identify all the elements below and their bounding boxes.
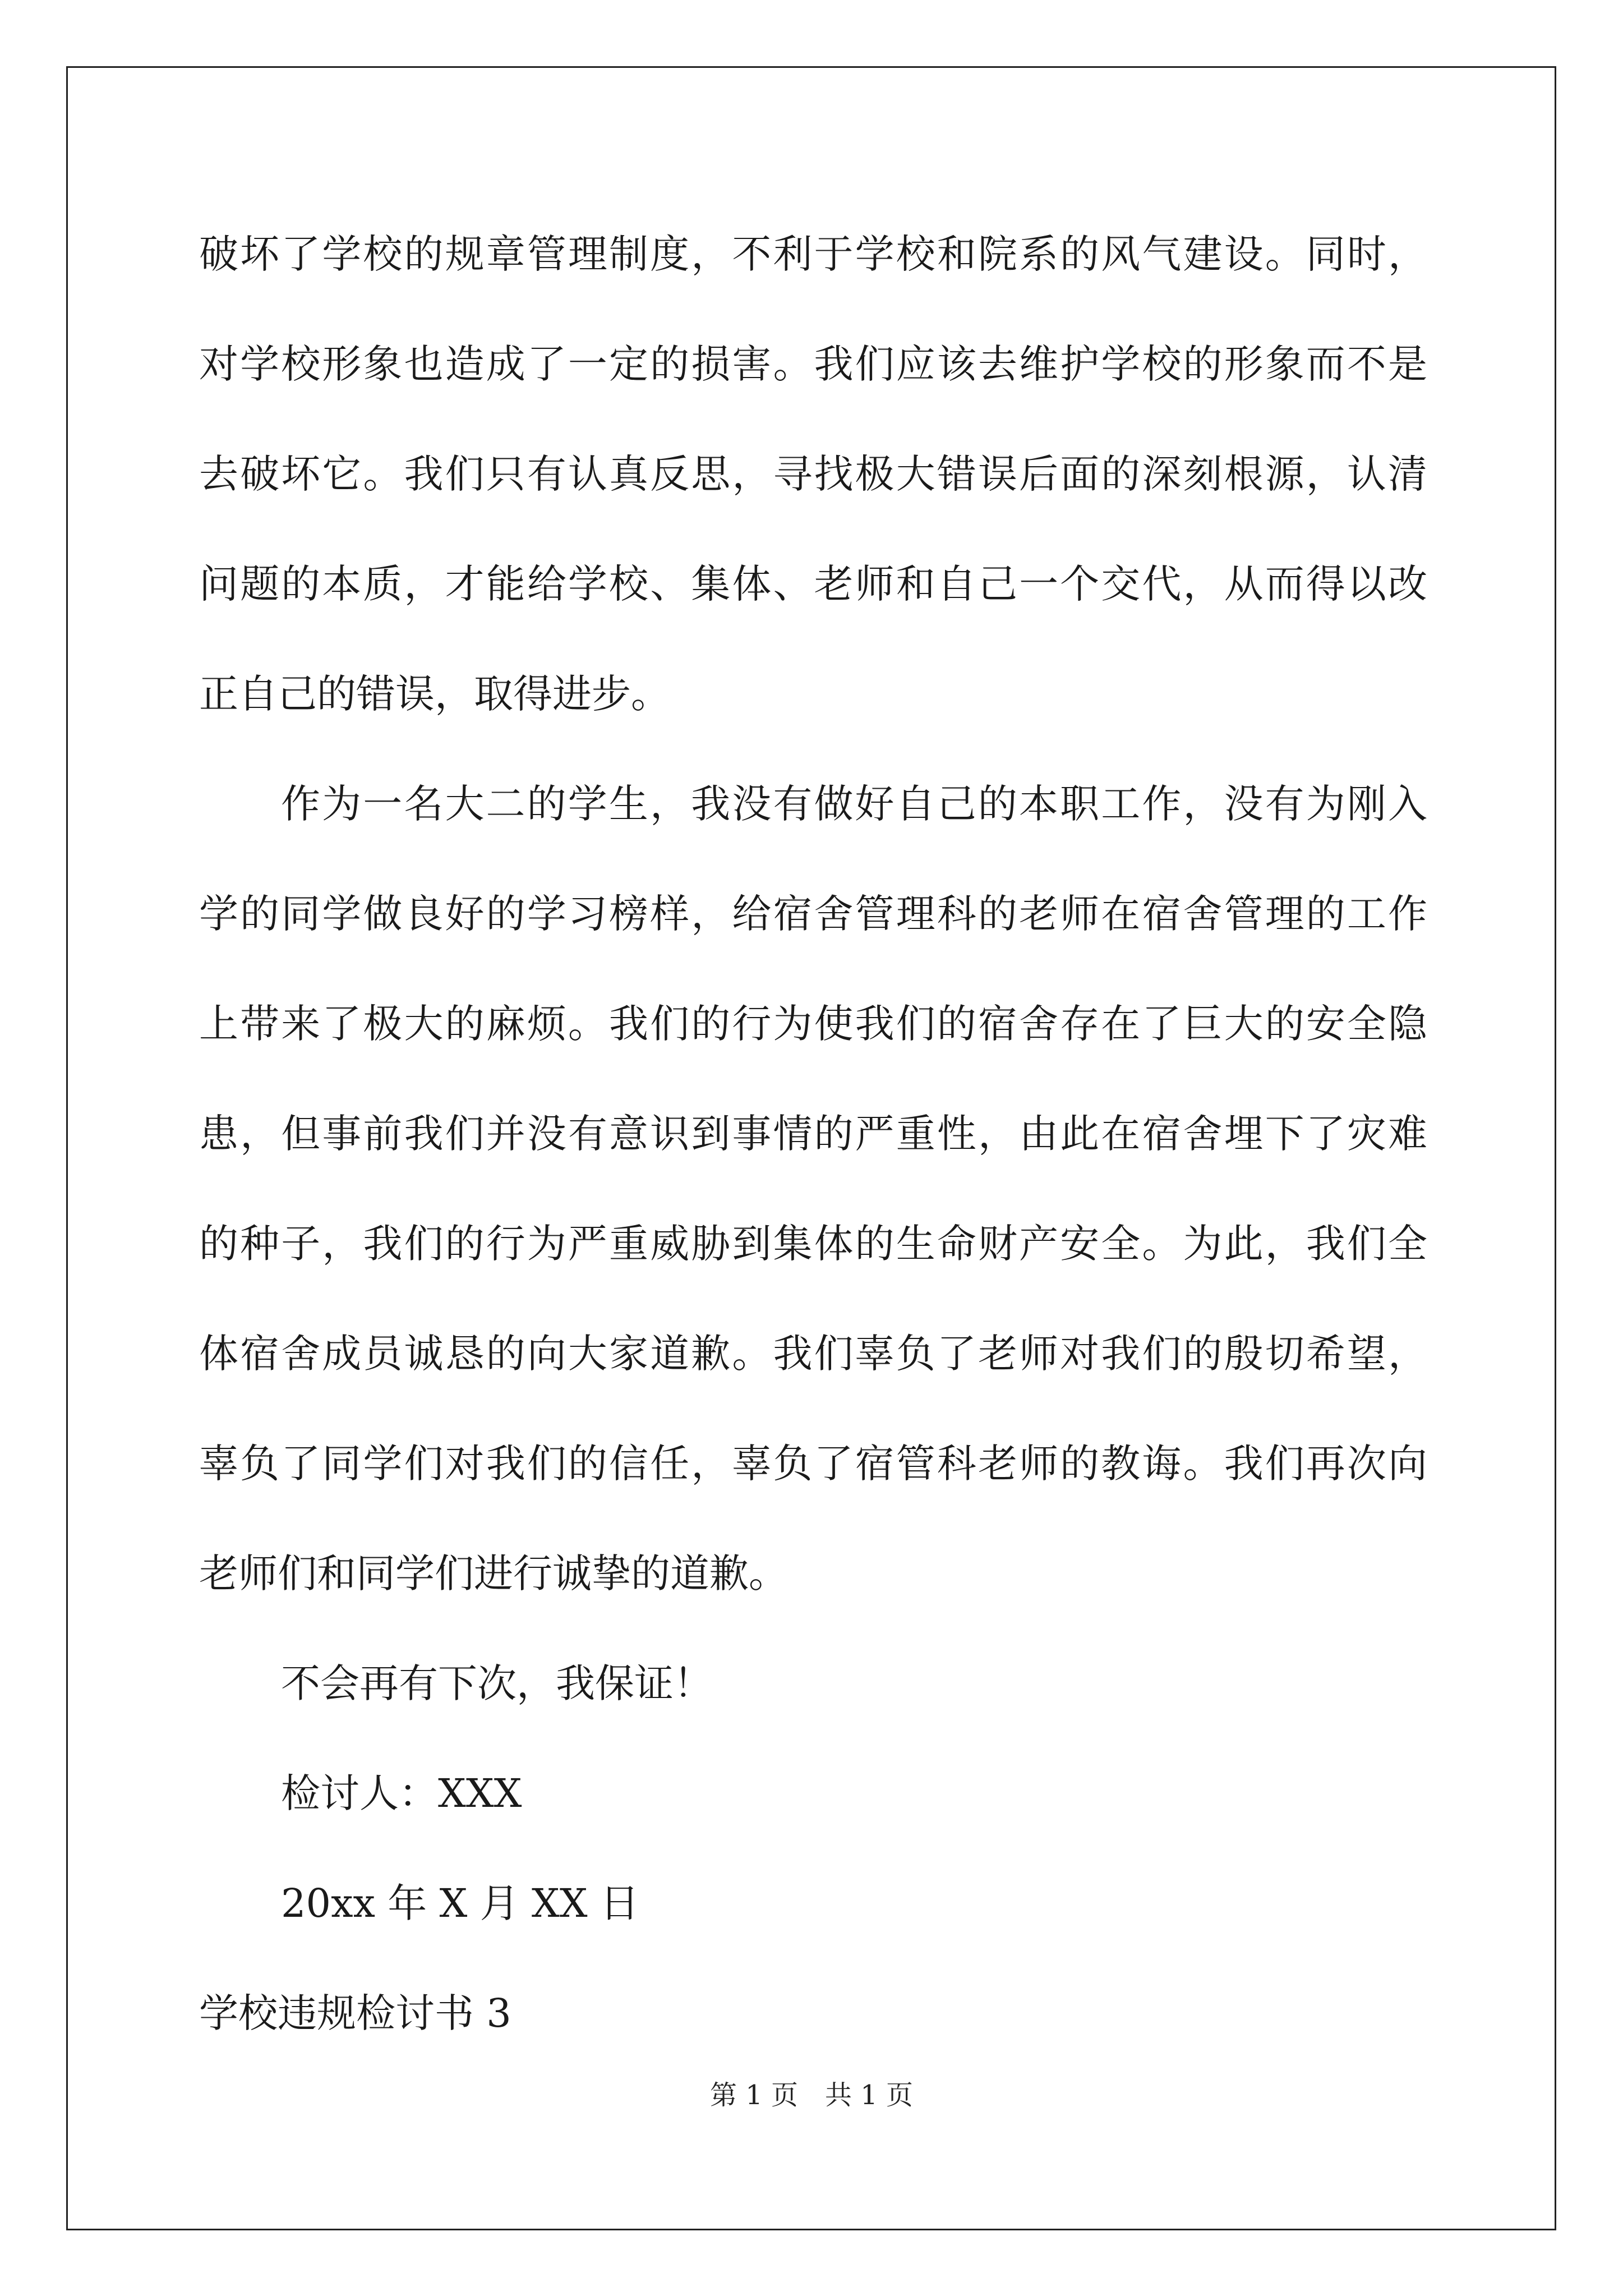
page-number-current: 第 1 页 (709, 2079, 798, 2111)
page-footer (0, 2078, 1623, 2112)
text-line: 上带来了极大的麻烦。我们的行为使我们的宿舍存在了巨大的安全隐 (199, 1001, 1427, 1047)
section-title: 学校违规检讨书 3 (199, 1990, 511, 2036)
text-line: 患，但事前我们并没有意识到事情的严重性，由此在宿舍埋下了灾难 (199, 1111, 1427, 1157)
closing-statement: 不会再有下次，我保证！ (281, 1660, 713, 1706)
text-line: 的种子，我们的行为严重威胁到集体的生命财产安全。为此，我们全 (199, 1221, 1427, 1267)
text-line: 去破坏它。我们只有认真反思，寻找极大错误后面的深刻根源，认清 (199, 451, 1427, 497)
text-line: 正自己的错误，取得进步。 (199, 671, 670, 717)
document-body (199, 199, 1427, 2068)
paragraph-first-line: 作为一名大二的学生，我没有做好自己的本职工作，没有为刚入 (281, 781, 1427, 827)
signature-line: 检讨人：XXX (281, 1770, 522, 1816)
page-number-total: 共 1 页 (825, 2079, 914, 2111)
text-line: 体宿舍成员诚恳的向大家道歉。我们辜负了老师对我们的殷切希望， (199, 1331, 1427, 1377)
text-line: 辜负了同学们对我们的信任，辜负了宿管科老师的教诲。我们再次向 (199, 1441, 1427, 1487)
text-line: 对学校形象也造成了一定的损害。我们应该去维护学校的形象而不是 (199, 341, 1427, 387)
date-line: 20xx 年 X 月 XX 日 (281, 1880, 639, 1926)
text-line: 学的同学做良好的学习榜样，给宿舍管理科的老师在宿舍管理的工作 (199, 891, 1427, 937)
text-line: 问题的本质，才能给学校、集体、老师和自己一个交代，从而得以改 (199, 561, 1427, 607)
text-line: 老师们和同学们进行诚挚的道歉。 (199, 1550, 788, 1596)
text-line: 破坏了学校的规章管理制度，不利于学校和院系的风气建设。同时， (199, 231, 1427, 277)
